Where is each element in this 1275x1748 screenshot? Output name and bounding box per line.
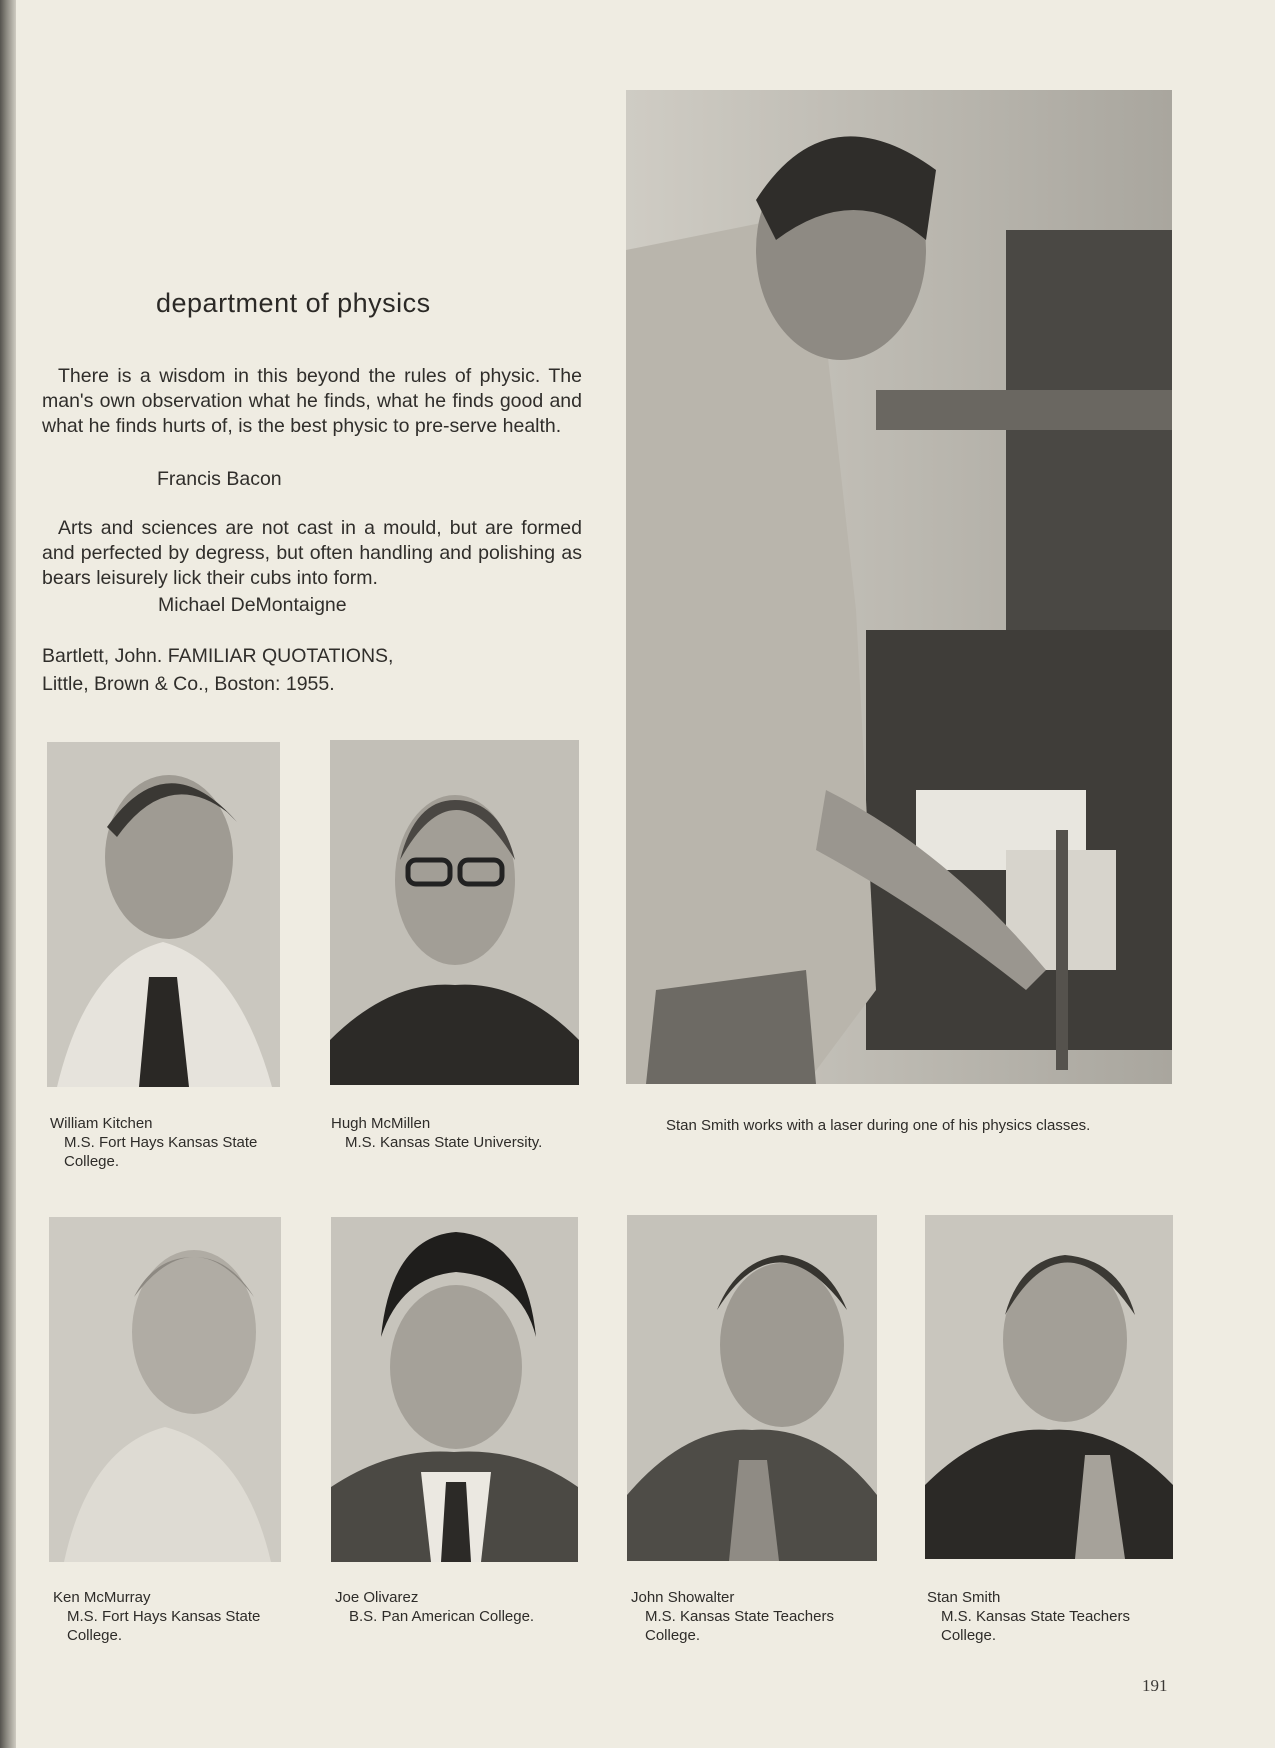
faculty-degree: M.S. Kansas State Teachers bbox=[645, 1608, 834, 1625]
faculty-name: William Kitchen bbox=[50, 1115, 153, 1132]
caption-stan-smith bbox=[927, 1588, 1130, 1645]
faculty-name: John Showalter bbox=[631, 1589, 735, 1606]
portrait-ken-mcmurray bbox=[49, 1217, 281, 1562]
portrait-image bbox=[331, 1217, 578, 1562]
portrait-image bbox=[925, 1215, 1173, 1559]
caption-john-showalter bbox=[631, 1588, 834, 1645]
portrait-stan-smith bbox=[925, 1215, 1173, 1559]
portrait-image bbox=[330, 740, 579, 1085]
faculty-degree-cont: College. bbox=[67, 1627, 123, 1644]
quote-bacon-author: Francis Bacon bbox=[157, 468, 282, 490]
portrait-image bbox=[49, 1217, 281, 1562]
faculty-name: Hugh McMillen bbox=[331, 1115, 431, 1132]
feature-photo-caption: Stan Smith works with a laser during one of his physics classes. bbox=[666, 1117, 1091, 1134]
page-number: 191 bbox=[1142, 1676, 1168, 1695]
caption-ken-mcmurray bbox=[53, 1588, 260, 1645]
quotation-source-line2: Little, Brown & Co., Boston: 1955. bbox=[42, 673, 335, 695]
faculty-degree: B.S. Pan American College. bbox=[349, 1608, 535, 1625]
faculty-degree-cont: College. bbox=[645, 1627, 701, 1644]
quote-montaigne-author: Michael DeMontaigne bbox=[158, 594, 347, 616]
portrait-john-showalter bbox=[627, 1215, 877, 1561]
portrait-image bbox=[627, 1215, 877, 1561]
portrait-joe-olivarez bbox=[331, 1217, 578, 1562]
quote-montaigne-text: Arts and sciences are not cast in a mould, but are formed and perfected by degress, but often handling and polishing as bears leisurely lick their cubs into form. bbox=[42, 517, 582, 589]
quotation-source-line1: Bartlett, John. FAMILIAR QUOTATIONS, bbox=[42, 645, 394, 667]
caption-william-kitchen bbox=[50, 1114, 257, 1171]
quote-bacon bbox=[42, 364, 582, 439]
faculty-name: Stan Smith bbox=[927, 1589, 1001, 1606]
feature-photo-laser bbox=[626, 90, 1172, 1084]
caption-hugh-mcmillen bbox=[331, 1114, 542, 1152]
feature-photo-image bbox=[626, 90, 1172, 1084]
faculty-degree-cont: College. bbox=[64, 1153, 120, 1170]
page-gutter-shadow bbox=[0, 0, 16, 1748]
portrait-william-kitchen bbox=[47, 742, 280, 1087]
quotation-source bbox=[42, 642, 393, 698]
portrait-image bbox=[47, 742, 280, 1087]
portrait-hugh-mcmillen bbox=[330, 740, 579, 1085]
quote-bacon-text: There is a wisdom in this beyond the rules of physic. The man's own observation what he finds, what he finds good and what he finds hurts of, is the best physic to pre-serve health. bbox=[42, 365, 582, 437]
page-title: department of physics bbox=[156, 288, 431, 318]
faculty-degree: M.S. Kansas State Teachers bbox=[941, 1608, 1130, 1625]
faculty-degree: M.S. Fort Hays Kansas State bbox=[64, 1134, 258, 1151]
faculty-degree-cont: College. bbox=[941, 1627, 997, 1644]
faculty-degree: M.S. Kansas State University. bbox=[345, 1134, 543, 1151]
quote-montaigne bbox=[42, 516, 582, 591]
faculty-degree: M.S. Fort Hays Kansas State bbox=[67, 1608, 261, 1625]
faculty-name: Joe Olivarez bbox=[335, 1589, 419, 1606]
faculty-name: Ken McMurray bbox=[53, 1589, 151, 1606]
caption-joe-olivarez bbox=[335, 1588, 534, 1626]
